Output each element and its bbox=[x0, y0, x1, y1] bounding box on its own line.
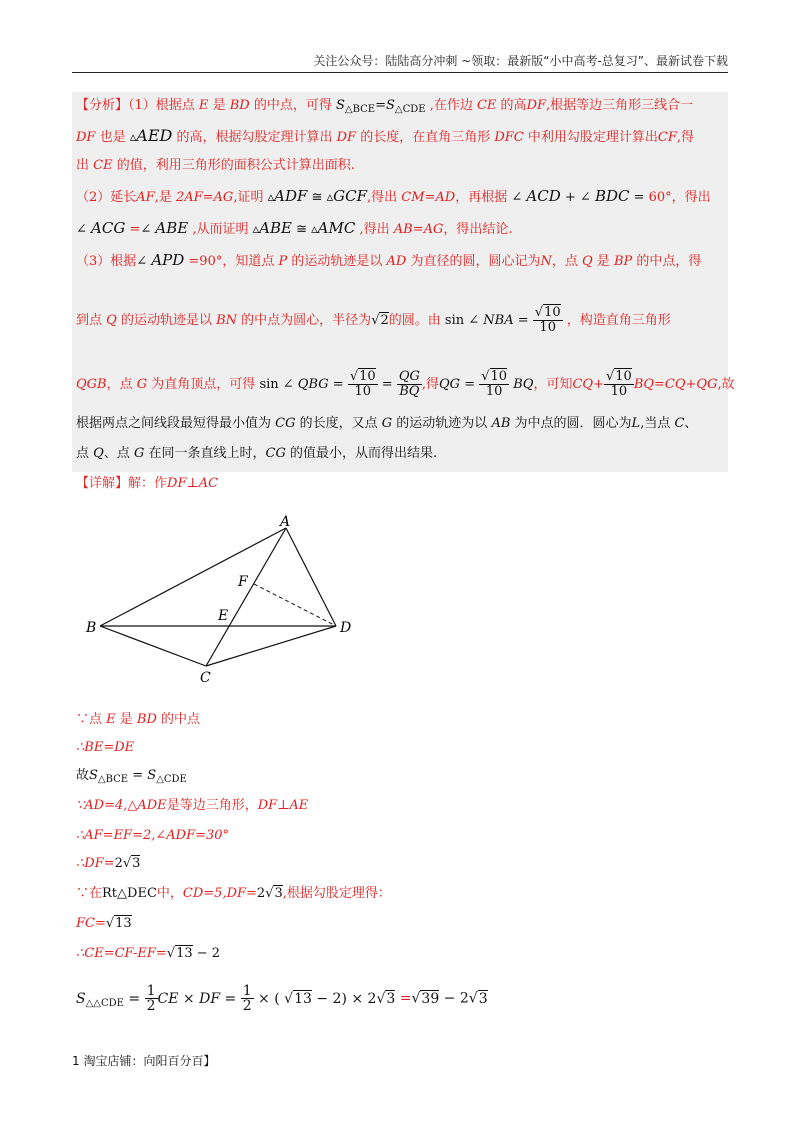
detail-tag: 【详解】 bbox=[76, 476, 129, 491]
analysis-line-8: QGB，点 G 为直角顶点，可得 sin ∠ QBG = $\frac{√10}{10}$ = $\frac{QG}{BQ}$ ,得QG = $\frac{√10}{10}$ BQ，可知CQ+ $\frac{√10}{10}$ BQ=CQ+QG,故 bbox=[76, 369, 735, 399]
page-footer: 1 淘宝店铺：向阳百分百】 bbox=[72, 1054, 216, 1068]
analysis-line-3: 出 CE 的值，利用三角形的面积公式计算出面积. bbox=[76, 158, 355, 173]
page-header: 关注公众号：陆陆高分冲刺 ~领取：最新版“小中高考-总复习”、最新试卷下载 bbox=[313, 54, 728, 68]
solution-line-7: ∵在Rt△DEC中，CD=5,DF=2√3,根据勾股定理得： bbox=[76, 886, 391, 901]
segment-FD-dashed bbox=[254, 584, 336, 626]
solution-line-8: FC=√13 bbox=[76, 916, 132, 931]
analysis-line-4: （2）延长AF,是 2AF=AG,证明 ▵ADF ≅ ▵GCF,得出 CM=AD，再根据 ∠ ACD + ∠ BDC = 60°，得出 bbox=[76, 187, 711, 205]
analysis-line-1: 【分析】（1）根据点 E 是 BD 的中点，可得 $S_{\triangle BCE}=S_{\triangle CDE}$ ,在作边 CE 的高DF,根据等边三角形三线合一 bbox=[76, 98, 694, 115]
label-C: C bbox=[200, 670, 211, 686]
solution-line-3: 故$S_{\triangle BCE} = S_{\triangle CDE}$ bbox=[76, 768, 187, 785]
analysis-line-2: DF 也是 ▵AED 的高，根据勾股定理计算出 DF 的长度，在直角三角形 DFC 中利用勾股定理计算出CF,得 bbox=[76, 126, 694, 145]
analysis-line-10: 点 Q、点 G 在同一条直线上时，CG 的值最小，从而得出结果. bbox=[76, 446, 438, 461]
analysis-line-7: 到点 Q 的运动轨迹是以 BN 的中点为圆心，半径为√2的圆。由 sin ∠ NBA = $\frac{√10}{10}$ ，构造直角三角形 bbox=[76, 305, 671, 335]
analysis-tag: 【分析】 bbox=[76, 98, 129, 113]
solution-line-5: ∴AF=EF=2,∠ADF=30° bbox=[76, 828, 230, 843]
header-rule bbox=[72, 72, 728, 73]
label-A: A bbox=[280, 514, 291, 530]
solution-line-4: ∵AD=4,△ADE是等边三角形，DF⊥AE bbox=[76, 798, 309, 813]
label-F: F bbox=[238, 574, 248, 590]
geometry-figure bbox=[72, 504, 364, 688]
solution-line-6: ∴DF=2√3 bbox=[76, 856, 141, 871]
analysis-line-9: 根据两点之间线段最短得最小值为 CG 的长度，又点 G 的运动轨迹为以 AB 为中点的圆．圆心为L,当点 C、 bbox=[76, 416, 698, 431]
segment-AD bbox=[286, 528, 336, 626]
solution-line-2: ∴BE=DE bbox=[76, 740, 135, 755]
segment-BC bbox=[100, 626, 206, 666]
solution-line-1: ∵点 E 是 BD 的中点 bbox=[76, 712, 201, 727]
detail-heading: 【详解】解：作DF⊥AC bbox=[76, 476, 219, 491]
label-B: B bbox=[86, 620, 97, 636]
label-D: D bbox=[340, 620, 352, 636]
analysis-line-5: ∠ ACG =∠ ABE ,从而证明 ▵ABE ≅ ▵AMC ,得出 AB=AG，得出结论. bbox=[76, 219, 513, 237]
solution-line-10: $S_{\triangle\triangle CDE}$ = $\frac{1}{2}$ CE × DF = $\frac{1}{2}$ × ( √13 − 2) × 2√3 =√39 − 2√3 bbox=[76, 983, 488, 1014]
label-E: E bbox=[218, 608, 229, 624]
figure-svg bbox=[72, 504, 364, 688]
analysis-line-6: （3）根据∠ APD =90°，知道点 P 的运动轨迹是以 AD 为直径的圆，圆心记为N，点 Q 是 BP 的中点，得 bbox=[76, 251, 702, 269]
solution-line-9: ∴CE=CF-EF=√13 − 2 bbox=[76, 946, 221, 961]
